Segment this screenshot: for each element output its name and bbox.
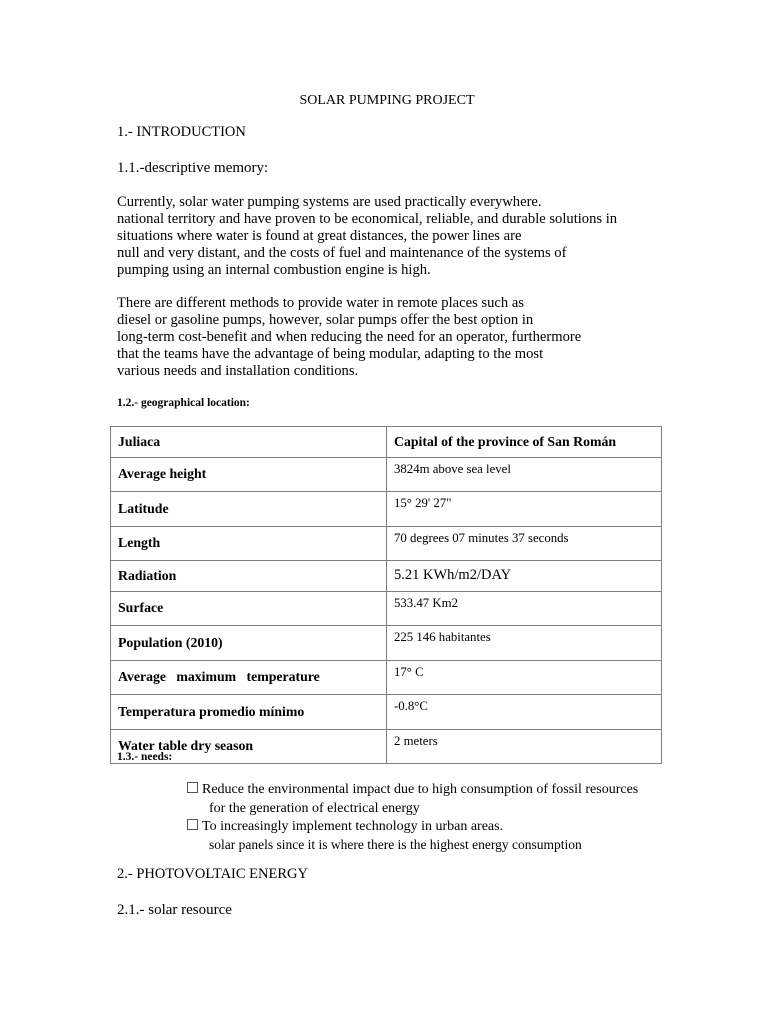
paragraph-line: diesel or gasoline pumps, however, solar pumps offer the best option in [117, 312, 534, 328]
table-key-cell: Average maximum temperature [111, 660, 387, 695]
table-row [111, 591, 662, 626]
table-row [111, 561, 662, 592]
table-key-cell: Surface [111, 591, 387, 626]
table-value-cell: -0.8°C [387, 695, 662, 730]
paragraph-line: pumping using an internal combustion engine is high. [117, 262, 431, 278]
checkbox-bullet-icon [187, 819, 198, 830]
checkbox-bullet-icon [187, 782, 198, 793]
table-value-cell: 15° 29' 27" [387, 492, 662, 527]
table-value-cell: Capital of the province of San Román [387, 427, 662, 458]
table-row [111, 626, 662, 661]
table-key-cell: Radiation [111, 561, 387, 592]
needs-list-item [187, 819, 503, 835]
table-row [111, 457, 662, 492]
paragraph-line: national territory and have proven to be economical, reliable, and durable solutions in [117, 211, 618, 227]
paragraph-line: null and very distant, and the costs of fuel and maintenance of the systems of [117, 245, 567, 261]
paragraph-line: various needs and installation conditions. [117, 363, 359, 379]
needs-item-line: To increasingly implement technology in urban areas. [202, 819, 504, 834]
table-value-cell: 5.21 KWh/m2/DAY [387, 561, 662, 592]
needs-item-line: Reduce the environmental impact due to high consumption of fossil resources [202, 782, 639, 797]
paragraph-line: that the teams have the advantage of being modular, adapting to the most [117, 346, 544, 362]
section-1-1-heading: 1.1.-descriptive memory: [117, 160, 269, 176]
table-value-cell: 2 meters [387, 729, 662, 764]
table-row [111, 427, 662, 458]
paragraph-line: long-term cost-benefit and when reducing the need for an operator, furthermore [117, 329, 582, 345]
table-key-cell: Temperatura promedio mínimo [111, 695, 387, 730]
paragraph-1 [117, 194, 617, 279]
paragraph-2 [117, 295, 581, 380]
document-title: SOLAR PUMPING PROJECT [299, 93, 475, 108]
table-key-cell: Length [111, 526, 387, 561]
table-value-cell: 225 146 habitantes [387, 626, 662, 661]
table-value-cell: 3824m above sea level [387, 457, 662, 492]
table-key-cell: Average height [111, 457, 387, 492]
table-row [111, 660, 662, 695]
table-key-cell: Population (2010) [111, 626, 387, 661]
section-1-heading: 1.- INTRODUCTION [117, 124, 246, 140]
location-table [110, 426, 662, 764]
table-value-cell: 70 degrees 07 minutes 37 seconds [387, 526, 662, 561]
table-row [111, 695, 662, 730]
paragraph-line: Currently, solar water pumping systems are used practically everywhere. [117, 194, 542, 210]
paragraph-line: There are different methods to provide water in remote places such as [117, 295, 524, 311]
paragraph-line: situations where water is found at great distances, the power lines are [117, 228, 522, 244]
section-1-2-heading: 1.2.- geographical location: [117, 397, 250, 409]
table-row [111, 492, 662, 527]
needs-item-continuation: for the generation of electrical energy [209, 801, 420, 816]
needs-item-continuation: solar panels since it is where there is the highest energy consumption [209, 837, 582, 852]
section-2-heading: 2.- PHOTOVOLTAIC ENERGY [117, 866, 308, 882]
table-key-cell: Water table dry season [111, 729, 387, 764]
table-row [111, 526, 662, 561]
section-2-1-heading: 2.1.- solar resource [117, 902, 232, 918]
table-value-cell: 17° C [387, 660, 662, 695]
table-key-cell: Juliaca [111, 427, 387, 458]
table-value-cell: 533.47 Km2 [387, 591, 662, 626]
section-1-3-heading: 1.3.- needs: [117, 751, 173, 763]
table-row [111, 729, 662, 764]
needs-list-item [187, 782, 638, 798]
table-key-cell: Latitude [111, 492, 387, 527]
